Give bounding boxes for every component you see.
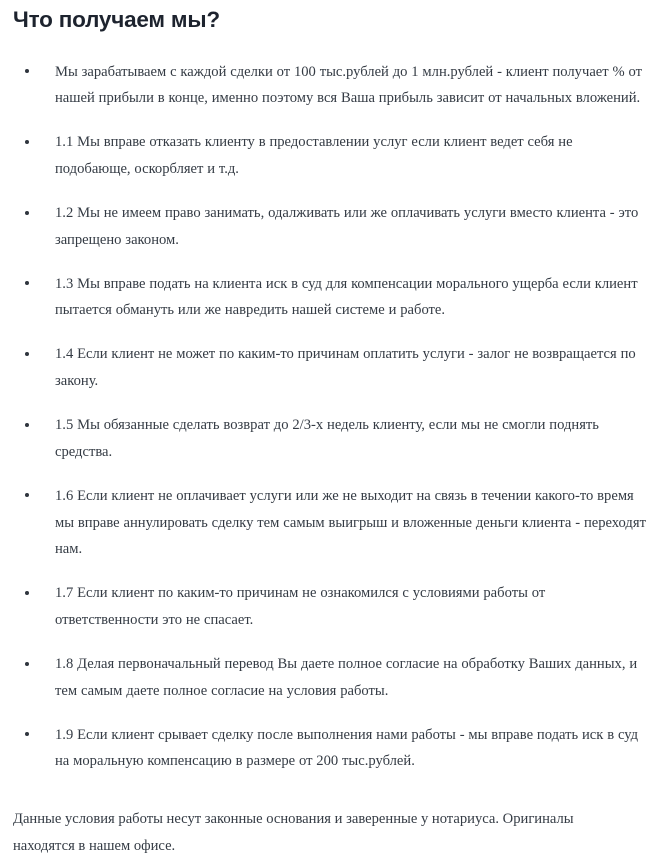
list-item-text: 1.8 Делая первоначальный перевод Вы даете полное согласие на обработку Ваших данных, и тем самым даете полное согласие на условия работы. [55, 655, 638, 699]
list-item-text: 1.5 Мы обязанные сделать возврат до 2/3-х недель клиенту, если мы не смогли поднять средства. [55, 416, 599, 460]
list-item-text: 1.4 Если клиент не может по каким-то причинам оплатить услуги - залог не возвращается по закону. [55, 346, 636, 390]
list-item-text: 1.6 Если клиент не оплачивает услуги или же не выходит на связь в течении какого-то время мы вправе аннулировать сделку тем самым выигрыш и вложенные деньги клиента - переходят нам. [55, 487, 646, 558]
bullet-dot-icon [22, 412, 32, 439]
list-item [13, 722, 651, 776]
list-item [13, 271, 651, 325]
bullet-dot-icon [22, 722, 32, 749]
bullet-dot-icon [22, 483, 32, 510]
list-item [13, 412, 651, 466]
bullet-dot-icon [22, 271, 32, 298]
list-item [13, 483, 651, 564]
title-list-spacer [13, 34, 651, 59]
list-item [13, 129, 651, 183]
list-item-text: 1.1 Мы вправе отказать клиенту в предоставлении услуг если клиент ведет себя не подобающе, оскорбляет и т.д. [55, 134, 573, 178]
list-item-text: 1.7 Если клиент по каким-то причинам не ознакомился с условиями работы от ответственности это не спасает. [55, 585, 546, 629]
list-item [13, 59, 651, 113]
closing-paragraph: Данные условия работы несут законные основания и заверенные у нотариуса. Оригиналы находятся в нашем офисе. [13, 811, 574, 855]
list-item [13, 341, 651, 395]
list-item-text: 1.2 Мы не имеем право занимать, одалживать или же оплачивать услуги вместо клиента - это запрещено законом. [55, 204, 639, 248]
bullet-dot-icon [22, 580, 32, 607]
bullet-dot-icon [22, 200, 32, 227]
bullet-dot-icon [22, 59, 32, 86]
page-title: Что получаем мы? [13, 7, 220, 32]
bullet-dot-icon [22, 341, 32, 368]
terms-list [13, 59, 651, 776]
document-content [0, 34, 665, 860]
list-item-text: 1.3 Мы вправе подать на клиента иск в суд для компенсации морального ущерба если клиент пытается обмануть или же навредить нашей системе и работе. [55, 275, 638, 319]
bullet-dot-icon [22, 129, 32, 156]
list-item [13, 651, 651, 705]
list-item-text: Мы зарабатываем с каждой сделки от 100 тыс.рублей до 1 млн.рублей - клиент получает % от нашей прибыли в конце, именно поэтому вся Ваша прибыль зависит от начальных вложений. [55, 63, 642, 107]
list-item [13, 200, 651, 254]
bullet-dot-icon [22, 651, 32, 678]
list-item [13, 580, 651, 634]
list-item-text: 1.9 Если клиент срывает сделку после выполнения нами работы - мы вправе подать иск в суд на моральную компенсацию в размере от 200 тыс.рублей. [55, 726, 639, 770]
